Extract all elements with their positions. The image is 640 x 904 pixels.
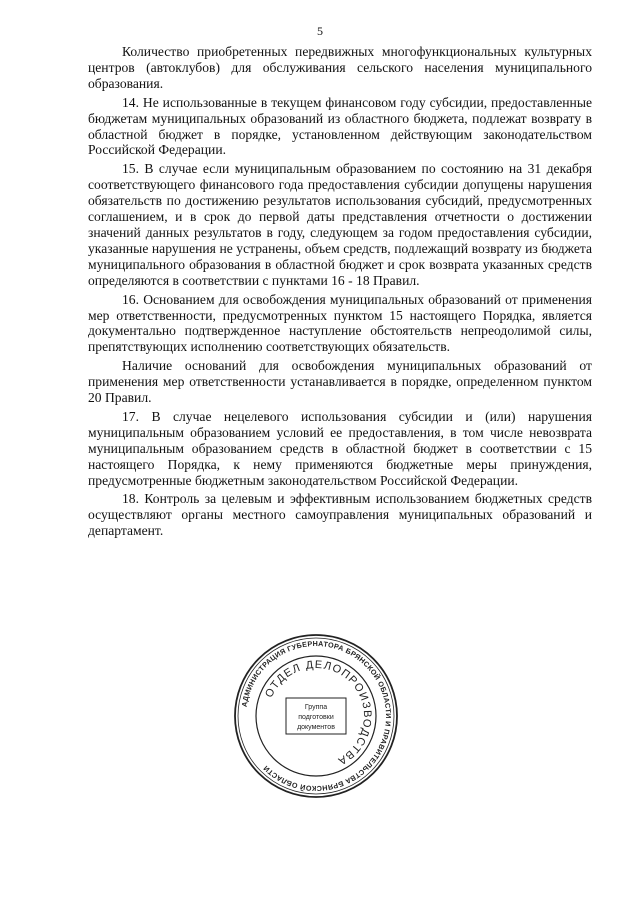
document-body — [88, 44, 592, 542]
stamp-middle-text: ОТДЕЛ ДЕЛОПРОИЗВОДСТВА — [263, 658, 374, 768]
stamp-center-line-1: Группа — [304, 704, 328, 711]
official-stamp — [232, 632, 400, 800]
paragraph-15: 15. В случае если муниципальным образованием по состоянию на 31 декабря соответствующего финансового года предоставления субсидии допущены нарушения обязательств по достижению результатов использования субсидий, предусмотренных соглашением, и в срок до первой даты представления отчетности о достижении значений данных результатов в году, следующем за годом предоставления субсидии, указанные нарушения не устранены, объем средств, подлежащий возврату из бюджета муниципального образования в областной бюджет и срок возврата указанных средств определяются в соответствии с пунктами 16 - 18 Правил. — [88, 161, 592, 288]
paragraph-16: 16. Основанием для освобождения муниципальных образований от применения мер ответственности, предусмотренных пунктом 15 настоящего Порядка, является документально подтвержденное наступление обстоятельств непреодолимой силы, препятствующих исполнению соответствующих обязательств. — [88, 291, 592, 355]
stamp-outer-text: АДМИНИСТРАЦИЯ ГУБЕРНАТОРА БРЯНСКОЙ ОБЛАСТИ И ПРАВИТЕЛЬСТВА БРЯНСКОЙ ОБЛАСТИ — [239, 638, 394, 794]
paragraph-14: 14. Не использованные в текущем финансовом году субсидии, предоставленные бюджетам муниципальных образований из областного бюджета, подлежат возврату в областной бюджет в порядке, установленном действующим законодательством Российской Федерации. — [88, 94, 592, 158]
paragraph-17: 17. В случае нецелевого использования субсидии и (или) нарушения муниципальным образованием условий ее предоставления, в том числе невозврата муниципальным образованием средств в областной бюджет в соответствии с 15 настоящего Порядка, к нему применяются бюджетные меры принуждения, предусмотренные бюджетным законодательством Российской Федерации. — [88, 408, 592, 488]
stamp-center-line-3: документов — [297, 724, 335, 731]
paragraph-18: 18. Контроль за целевым и эффективным использованием бюджетных средств осуществляют органы местного самоуправления муниципальных образований и департамент. — [88, 491, 592, 539]
page-number: 5 — [317, 24, 323, 38]
stamp-center-line-2: подготовки — [298, 714, 334, 721]
paragraph-intro: Количество приобретенных передвижных многофункциональных культурных центров (автоклубов) для обслуживания сельского населения муниципального образования. — [88, 44, 592, 91]
paragraph-16-note: Наличие оснований для освобождения муниципальных образований от применения мер ответственности устанавливается в порядке, определенном пунктом 20 Правил. — [88, 358, 592, 406]
